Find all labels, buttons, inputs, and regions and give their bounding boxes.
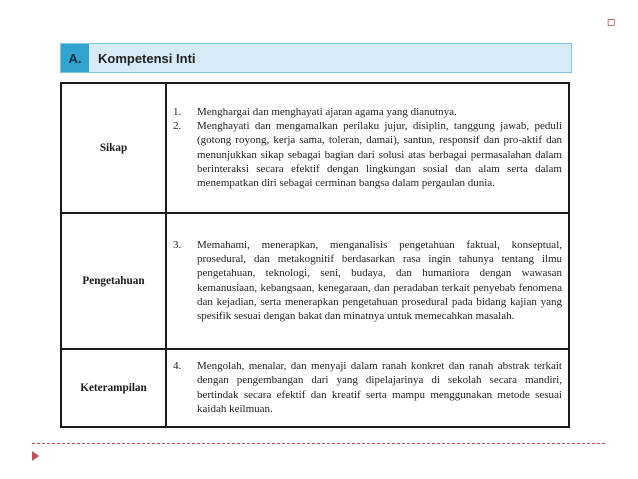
row-content [166,349,569,427]
row-label: Sikap [61,83,166,213]
table-row-keterampilan [61,349,569,427]
section-header [60,43,572,73]
item-text: Memahami, menerapkan, menganalisis pengetahuan faktual, konseptual, prosedural, dan metakognitif berdasarkan rasa ingin tahunya tentang ilmu pengetahuan, teknologi, seni, budaya, dan humaniora dengan wawasan kemanusiaan, kebangsaan, kenegaraan, dan peradaban terkait penyebab fenomena dan kejadian, serta menerapkan pengetahuan prosedural pada bidang kajian yang spesifik sesuai dengan bakat dan minatnya untuk memecahkan masalah. [197,238,562,323]
table-row-sikap [61,83,569,213]
competency-table [60,82,570,428]
item-number: 3. [173,238,182,251]
slide-corner-mark: ▫ [606,14,616,30]
item-number: 1. [173,105,182,118]
item-text: Menghayati dan mengamalkan perilaku jujur, disiplin, tanggung jawab, peduli (gotong royong, kerja sama, toleran, damai), santun, responsif dan pro-aktif dan menunjukkan sikap sebagai bagian dari solusi atas berbagai permasalahan dalam berinteraksi secara efektif dengan lingkungan sosial dan alam serta dalam menempatkan diri sebagai cerminan bangsa dalam pergaulan dunia. [197,119,562,190]
list-item [173,238,562,324]
item-number: 2. [173,119,182,132]
table-row-pengetahuan [61,213,569,349]
row-content [166,213,569,349]
item-text: Menghargai dan menghayati ajaran agama yang dianutnya. [197,105,457,118]
item-number: 4. [173,359,182,372]
row-label: Pengetahuan [61,213,166,349]
list-item [173,119,562,190]
list-item [173,359,562,416]
bullet-arrow-icon [32,451,39,461]
row-content [166,83,569,213]
section-letter: A. [61,44,89,72]
item-text: Mengolah, menalar, dan menyaji dalam ranah konkret dan ranah abstrak terkait dengan pengembangan dari yang dipelajarinya di sekolah secara mandiri, bertindak secara efektif dan kreatif serta mampu menggunakan metode sesuai kaidah keilmuan. [197,359,562,415]
slide-divider [32,443,605,444]
list-item [173,105,562,119]
row-label: Keterampilan [61,349,166,427]
section-title: Kompetensi Inti [98,50,196,66]
